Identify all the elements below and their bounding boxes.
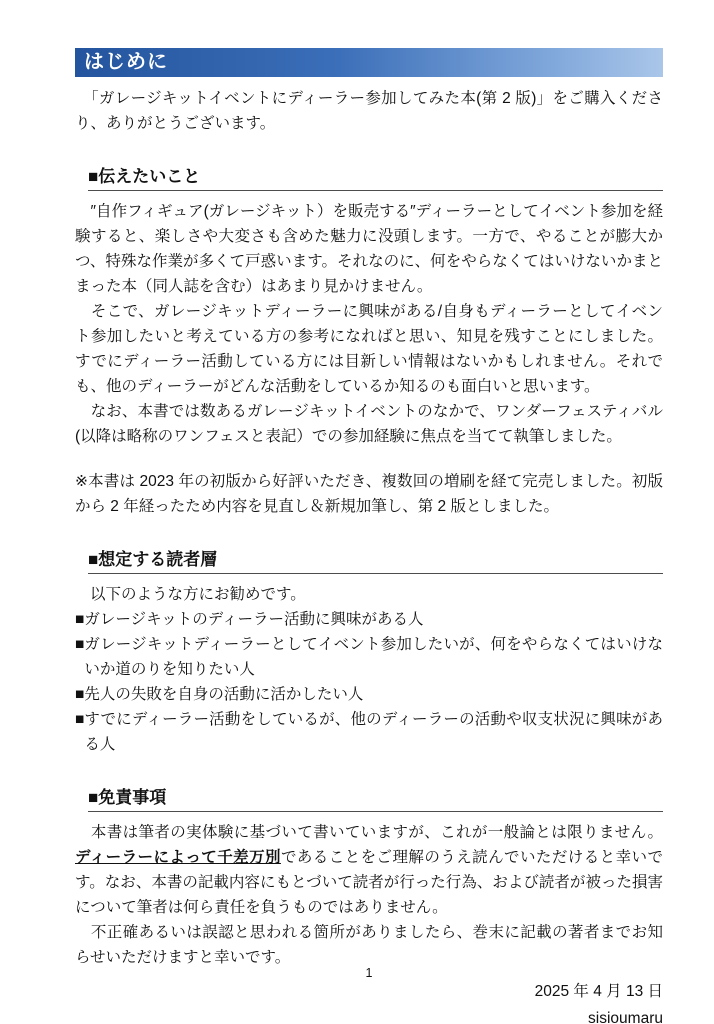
readers-lead: 以下のような方にお勧めです。 xyxy=(90,586,306,603)
signature-block xyxy=(75,978,663,1024)
list-item xyxy=(75,632,663,682)
tell-paragraph-1: ″自作フィギュア(ガレージキット）を販売する″ディーラーとしてイベント参加を経験すると、楽しさや大変さも含めた魅力に没頭します。一方で、やることが膨大かつ、特殊な作業が多くて戸惑います。それなのに、何をやらなくてはいけないかまとまった本（同人誌を含む）はあまり見かけません。 xyxy=(75,203,663,295)
page-header-bar xyxy=(75,48,663,77)
emphasis-text: ディーラーによって千差万別 xyxy=(75,849,281,866)
page-number: 1 xyxy=(365,966,373,980)
edition-note: ※本書は 2023 年の初版から好評いただき、複数回の増刷を経て完売しました。初版から 2 年経ったため内容を見直し＆新規加筆し、第 2 版としました。 xyxy=(75,473,663,515)
page-title: はじめに xyxy=(84,51,168,73)
square-bullet-icon: ■ xyxy=(75,686,85,703)
page-content xyxy=(75,48,663,1024)
intro-paragraph: 「ガレージキットイベントにディーラー参加してみた本(第 2 版)」をご購入くださり、ありがとうございます。 xyxy=(75,90,663,132)
list-item-text: すでにディーラー活動をしているが、他のディーラーの活動や収支状況に興味がある人 xyxy=(84,711,663,753)
tell-paragraph-2: そこで、ガレージキットディーラーに興味がある/自身もディーラーとしてイベント参加したいと考えている方の参考になればと思い、知見を残すことにしました。すでにディーラー活動している方には目新しい情報はないかもしれません。それでも、他のディーラーがどんな活動をしているか知るのも面白いと思います。 xyxy=(75,303,663,395)
list-item xyxy=(75,707,663,757)
square-bullet-icon: ■ xyxy=(75,711,85,728)
author-name: sisioumaru xyxy=(588,1010,663,1024)
text-run: 本書は筆者の実体験に基づいて書いていますが、これが一般論とは限りません。 xyxy=(75,824,663,841)
tell-paragraph-3: なお、本書では数あるガレージキットイベントのなかで、ワンダーフェスティバル(以降は略称のワンフェスと表記）での参加経験に焦点を当てて執筆しました。 xyxy=(75,403,663,445)
list-item-text: 先人の失敗を自身の活動に活かしたい人 xyxy=(84,686,364,703)
list-item-text: ガレージキットディーラーとしてイベント参加したいが、何をやらなくてはいけないか道のりを知りたい人 xyxy=(84,636,663,678)
text-run: であることをご理解のうえ読んでいただけると幸いです。なお、本書の記載内容にもとづいて読者が行った行為、および読者が被った損害について筆者は何ら責任を負うものではありません。 xyxy=(75,849,663,916)
square-bullet-icon: ■ xyxy=(75,611,85,628)
section-heading-disclaimer: ■免責事項 xyxy=(88,783,663,812)
list-item xyxy=(75,682,663,707)
section-heading-tell: ■伝えたいこと xyxy=(88,162,663,191)
publication-date: 2025 年 4 月 13 日 xyxy=(534,983,663,1000)
section-heading-readers: ■想定する読者層 xyxy=(88,545,663,574)
square-bullet-icon: ■ xyxy=(75,636,85,653)
list-item-text: ガレージキットのディーラー活動に興味がある人 xyxy=(84,611,424,628)
disclaimer-paragraph-1 xyxy=(75,820,663,920)
disclaimer-paragraph-2: 不正確あるいは誤認と思われる箇所がありましたら、巻末に記載の著者までお知らせいただけますと幸いです。 xyxy=(75,924,663,966)
list-item xyxy=(75,607,663,632)
